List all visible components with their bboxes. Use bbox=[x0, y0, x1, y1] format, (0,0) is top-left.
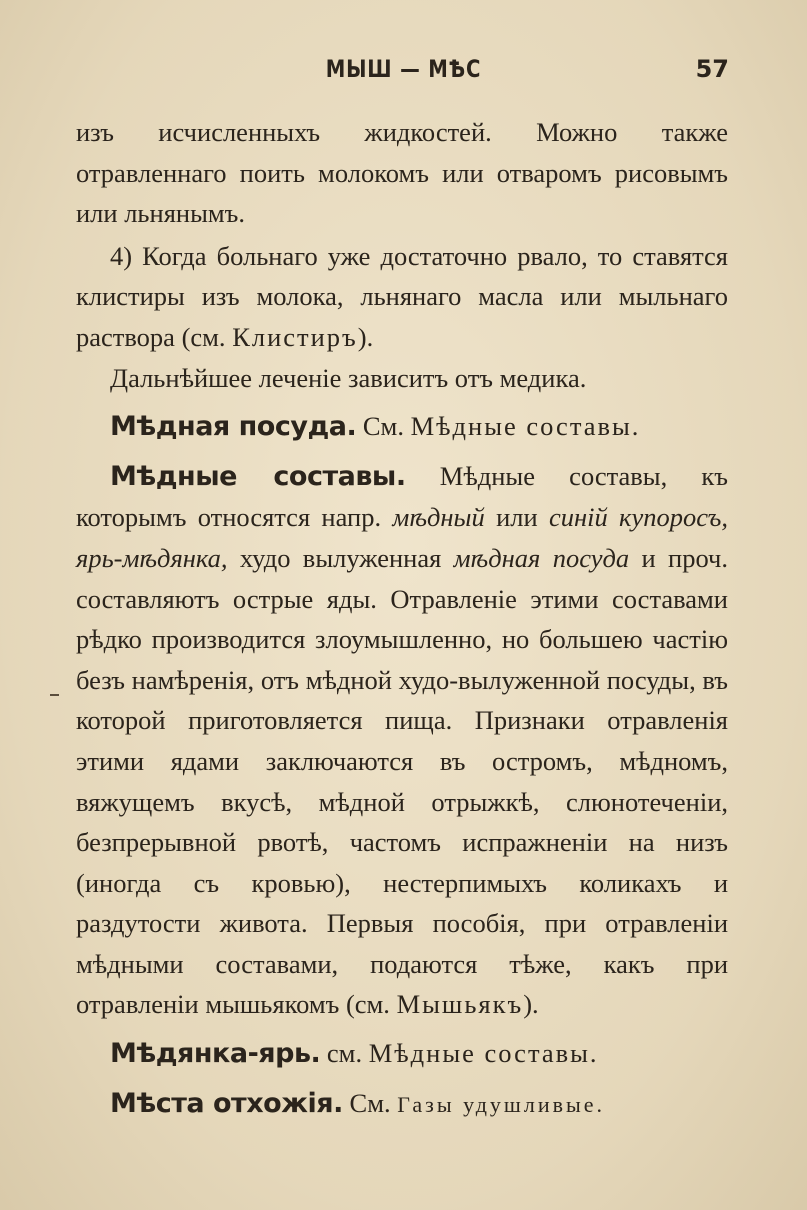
paragraph-clyster bbox=[76, 236, 728, 358]
see-label: см. bbox=[326, 1038, 363, 1069]
body-text bbox=[76, 112, 728, 1125]
paragraph-text: изъ исчисленныхъ жидкостей. Можно также отравленнаго поить молокомъ или отваромъ рисовымъ или льнянымъ. bbox=[76, 117, 728, 229]
paragraph-text: 4) Когда больнаго уже достаточно рвало, то ставятся клистиры изъ молока, льнянаго масла или мыльнаго раствора (см. bbox=[76, 240, 728, 352]
entry-copper-dishes bbox=[76, 406, 728, 448]
entry-copper-compounds bbox=[76, 456, 728, 1025]
running-head-title: МЫШ — МѢС bbox=[325, 55, 482, 83]
entry-headword: Мѣдная посуда. bbox=[110, 411, 357, 443]
margin-mark bbox=[50, 694, 59, 696]
entry-text: Мѣдные составы, къ которымъ относятся напр. bbox=[76, 460, 728, 533]
entry-text: и проч. составляютъ острые яды. Отравленіе этими составами рѣдко производится злоумышленно, но большею частію безъ намѣренія, отъ мѣдной худо-вылуженной посуды, въ которой приготовляется пища. Признаки отравленія этими ядами заключаются въ остромъ, мѣдномъ, вяжущемъ вкусѣ, мѣдной отрыжкѣ, слюнотеченіи, безпрерывной рвотѣ, частомъ испражненіи на низъ (иногда съ кровью), нестерпимыхъ коликахъ и раздутости живота. Первыя пособія, при отравленіи мѣдными составами, подаются тѣже, какъ при отравленіи мышьякомъ (см. bbox=[76, 542, 728, 1020]
entry-italic-term: мѣдный bbox=[392, 502, 485, 533]
entry-italic-term: синій купоросъ, ярь-мѣдянка, bbox=[76, 502, 728, 573]
entry-text: ). bbox=[523, 989, 539, 1020]
cross-reference: Мѣдные составы. bbox=[410, 411, 641, 442]
entry-italic-term: мѣдная посуда bbox=[453, 542, 630, 573]
entry-headword: Мѣста отхожія. bbox=[110, 1087, 343, 1119]
cross-reference: Мышьякъ bbox=[396, 989, 524, 1020]
entry-latrines bbox=[76, 1083, 728, 1126]
cross-reference: Газы удушливые. bbox=[397, 1091, 606, 1117]
see-label: См. bbox=[349, 1087, 391, 1118]
cross-reference: Мѣдные составы. bbox=[368, 1038, 599, 1069]
running-head bbox=[0, 55, 807, 91]
paragraph-continuation bbox=[76, 112, 728, 234]
cross-reference: Клистиръ bbox=[232, 321, 358, 352]
paragraph-text: Дальнѣйшее леченіе зависитъ отъ медика. bbox=[110, 362, 587, 393]
entry-verdigris bbox=[76, 1033, 728, 1075]
see-label: См. bbox=[362, 411, 404, 442]
paragraph-treatment bbox=[76, 358, 728, 399]
entry-headword: Мѣдные составы. bbox=[110, 460, 406, 492]
entry-text: худо вылуженная bbox=[239, 542, 442, 573]
page-number: 57 bbox=[695, 55, 729, 83]
paragraph-text: ). bbox=[357, 321, 374, 352]
entry-headword: Мѣдянка-ярь. bbox=[110, 1038, 321, 1070]
entry-text: или bbox=[496, 502, 538, 533]
